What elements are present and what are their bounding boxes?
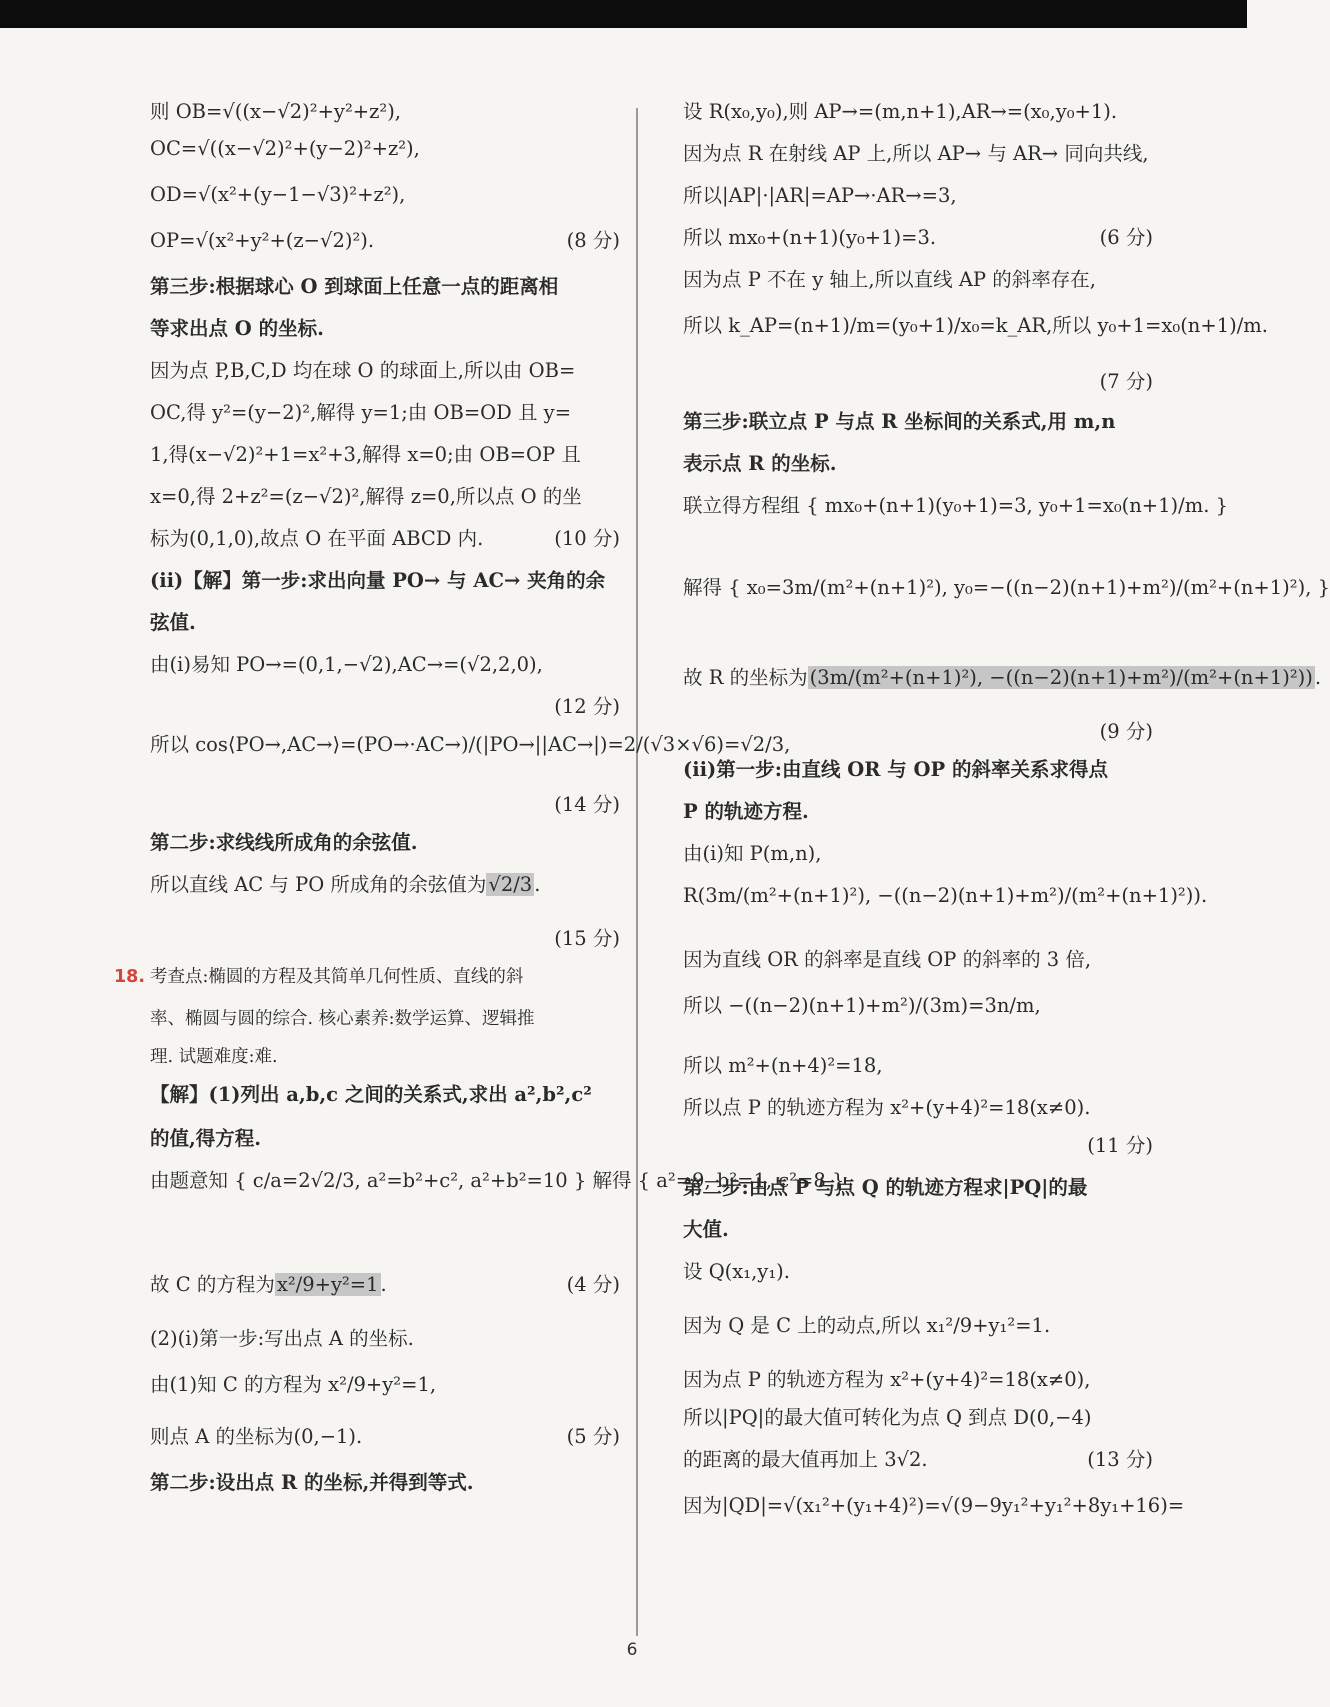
- solution-line: [150, 100, 620, 124]
- solution-line: [683, 142, 1153, 166]
- solution-line: [683, 1218, 1153, 1242]
- solution-line: [683, 720, 1153, 744]
- score-points: (4 分): [566, 1273, 620, 1296]
- solution-line: [683, 1260, 1153, 1284]
- solution-line: [683, 226, 1153, 250]
- line-text: 设 Q(x₁,y₁).: [683, 1260, 790, 1283]
- solution-line: [150, 359, 620, 383]
- line-text: (2)(ⅰ)第一步:写出点 A 的坐标.: [150, 1327, 414, 1350]
- line-text: 因为|QD|=√(x₁²+(y₁+4)²)=√(9−9y₁²+y₁²+8y₁+16)=: [683, 1494, 1185, 1517]
- solution-line: [683, 1406, 1153, 1430]
- score-points: (9 分): [1099, 720, 1153, 743]
- solution-line: [683, 1134, 1153, 1158]
- solution-line: [683, 994, 1153, 1018]
- line-text: 因为直线 OR 的斜率是直线 OP 的斜率的 3 倍,: [683, 948, 1092, 971]
- solution-line: [683, 842, 1153, 866]
- line-text: (ⅱ)第一步:由直线 OR 与 OP 的斜率关系求得点: [683, 758, 1108, 781]
- line-text: 第三步:根据球心 O 到球面上任意一点的距离相: [150, 275, 559, 298]
- line-text: 第二步:求线线所成角的余弦值.: [150, 831, 418, 854]
- solution-line: [683, 666, 1322, 690]
- solution-line: [683, 1494, 1185, 1518]
- solution-line: [683, 370, 1153, 394]
- score-points: (12 分): [554, 695, 620, 718]
- score-points: (7 分): [1099, 370, 1153, 393]
- line-tail: .: [380, 1273, 387, 1296]
- line-text: x=0,得 2+z²=(z−√2)²,解得 z=0,所以点 O 的坐: [150, 485, 582, 508]
- line-text: 由(ⅰ)易知 PO→=(0,1,−√2),AC→=(√2,2,0),: [150, 653, 543, 676]
- solution-line: [683, 410, 1153, 434]
- line-text: 理. 试题难度:难.: [150, 1047, 278, 1067]
- highlighted-answer: √2/3: [488, 873, 533, 896]
- solution-line: [150, 485, 620, 509]
- line-text: 第三步:联立点 P 与点 R 坐标间的关系式,用 m,n: [683, 410, 1116, 433]
- solution-line: [150, 443, 620, 467]
- line-text: R(3m/(m²+(n+1)²), −((n−2)(n+1)+m²)/(m²+(n+1)²)).: [683, 884, 1208, 907]
- score-points: (11 分): [1087, 1134, 1153, 1157]
- question-number: 18.: [114, 967, 146, 987]
- solution-line: [150, 401, 620, 425]
- line-text: 所以 cos⟨PO→,AC→⟩=(PO→·AC→)/(|PO→||AC→|)=2/(√3×√6)=√2/3,: [150, 733, 791, 756]
- line-text: 的距离的最大值再加上 3√2.: [683, 1448, 928, 1471]
- right-column: [683, 100, 1330, 1528]
- solution-line: [150, 317, 620, 341]
- line-tail: .: [534, 873, 541, 896]
- line-text: 联立得方程组 { mx₀+(n+1)(y₀+1)=3, y₀+1=x₀(n+1)/m. }: [683, 494, 1229, 517]
- line-tail: .: [1314, 666, 1322, 689]
- highlighted-answer: (3m/(m²+(n+1)²), −((n−2)(n+1)+m²)/(m²+(n+1)²)): [809, 666, 1313, 689]
- solution-line: [683, 268, 1153, 292]
- solution-line: [150, 1045, 620, 1069]
- line-text: 所以直线 AC 与 PO 所成角的余弦值为: [150, 873, 487, 896]
- solution-line: [683, 1096, 1153, 1120]
- solution-line: [150, 569, 620, 593]
- score-points: (15 分): [554, 927, 620, 950]
- line-text: (ⅱ)【解】第一步:求出向量 PO→ 与 AC→ 夹角的余: [150, 569, 606, 592]
- line-text: 【解】(1)列出 a,b,c 之间的关系式,求出 a²,b²,c²: [150, 1083, 592, 1106]
- solution-line: [150, 1425, 620, 1449]
- score-points: (6 分): [1099, 226, 1153, 249]
- line-text: 所以点 P 的轨迹方程为 x²+(y+4)²=18(x≠0).: [683, 1096, 1091, 1119]
- line-text: 由(1)知 C 的方程为 x²/9+y²=1,: [150, 1373, 437, 1396]
- line-text: 故 C 的方程为: [150, 1273, 275, 1296]
- line-text: 所以|PQ|的最大值可转化为点 Q 到点 D(0,−4): [683, 1406, 1092, 1429]
- line-text: OC=√((x−√2)²+(y−2)²+z²),: [150, 137, 420, 160]
- solution-line: [150, 927, 620, 951]
- line-text: 所以 mx₀+(n+1)(y₀+1)=3.: [683, 226, 937, 249]
- solution-line: [683, 1054, 1153, 1078]
- solution-line: [150, 1007, 620, 1031]
- solution-line: [683, 1176, 1153, 1200]
- solution-line: [683, 576, 1330, 600]
- solution-line: [150, 275, 620, 299]
- solution-line: [150, 1327, 620, 1351]
- solution-line: [683, 1368, 1153, 1392]
- solution-line: [150, 1273, 620, 1297]
- solution-line: [683, 1314, 1153, 1338]
- solution-line: [683, 800, 1153, 824]
- solution-line: [150, 695, 620, 719]
- line-text: OD=√(x²+(y−1−√3)²+z²),: [150, 183, 406, 206]
- solution-line: [683, 758, 1153, 782]
- line-text: 故 R 的坐标为: [683, 666, 808, 689]
- line-text: 则 OB=√((x−√2)²+y²+z²),: [150, 100, 401, 123]
- line-text: 所以|AP|·|AR|=AP→·AR→=3,: [683, 184, 957, 207]
- solution-line: [683, 1448, 1153, 1472]
- line-text: 所以 −((n−2)(n+1)+m²)/(3m)=3n/m,: [683, 994, 1041, 1017]
- line-text: 由题意知 { c/a=2√2/3, a²=b²+c², a²+b²=10 } 解得 { a²=9, b²=1, c²=8 }: [150, 1169, 845, 1192]
- highlighted-answer: x²/9+y²=1: [276, 1273, 379, 1296]
- line-text: 因为点 P 的轨迹方程为 x²+(y+4)²=18(x≠0),: [683, 1368, 1091, 1391]
- column-divider: [636, 108, 638, 1636]
- line-text: 因为 Q 是 C 上的动点,所以 x₁²/9+y₁²=1.: [683, 1314, 1051, 1337]
- solution-line: [683, 314, 1268, 338]
- line-text: 大值.: [683, 1218, 729, 1241]
- line-text: OP=√(x²+y²+(z−√2)²).: [150, 229, 375, 252]
- score-points: (14 分): [554, 793, 620, 816]
- solution-line: [150, 733, 791, 757]
- line-text: 第二步:设出点 R 的坐标,并得到等式.: [150, 1471, 474, 1494]
- line-text: 第二步:由点 P 与点 Q 的轨迹方程求|PQ|的最: [683, 1176, 1088, 1199]
- score-points: (13 分): [1087, 1448, 1153, 1471]
- score-points: (8 分): [566, 229, 620, 252]
- line-text: 所以 m²+(n+4)²=18,: [683, 1054, 883, 1077]
- solution-line: [683, 884, 1208, 908]
- solution-line: [150, 1373, 620, 1397]
- solution-line: [150, 793, 620, 817]
- line-text: 考查点:椭圆的方程及其简单几何性质、直线的斜: [150, 967, 524, 987]
- line-text: P 的轨迹方程.: [683, 800, 809, 823]
- line-text: 表示点 R 的坐标.: [683, 452, 837, 475]
- solution-line: [150, 183, 620, 207]
- solution-line: [150, 653, 620, 677]
- solution-line: [150, 611, 620, 635]
- solution-line: [150, 1471, 620, 1495]
- line-text: 因为点 P,B,C,D 均在球 O 的球面上,所以由 OB=: [150, 359, 576, 382]
- solution-line: [683, 494, 1229, 518]
- line-text: 由(ⅰ)知 P(m,n),: [683, 842, 822, 865]
- score-points: (5 分): [566, 1425, 620, 1448]
- line-text: 因为点 P 不在 y 轴上,所以直线 AP 的斜率存在,: [683, 268, 1096, 291]
- line-text: 则点 A 的坐标为(0,−1).: [150, 1425, 363, 1448]
- solution-line: [150, 1169, 845, 1193]
- solution-line: [150, 137, 620, 161]
- line-text: 设 R(x₀,y₀),则 AP→=(m,n+1),AR→=(x₀,y₀+1).: [683, 100, 1118, 123]
- solution-line: [150, 1083, 620, 1107]
- line-text: 弦值.: [150, 611, 196, 634]
- solution-line: [150, 527, 620, 551]
- score-points: (10 分): [554, 527, 620, 550]
- line-text: 等求出点 O 的坐标.: [150, 317, 324, 340]
- top-black-bar: [0, 0, 1247, 28]
- solution-line: [683, 948, 1153, 972]
- line-text: 标为(0,1,0),故点 O 在平面 ABCD 内.: [150, 527, 484, 550]
- page-number: 6: [626, 1640, 638, 1660]
- line-text: 的值,得方程.: [150, 1127, 262, 1150]
- solution-line: [683, 184, 1153, 208]
- line-text: 因为点 R 在射线 AP 上,所以 AP→ 与 AR→ 同向共线,: [683, 142, 1149, 165]
- line-text: 所以 k_AP=(n+1)/m=(y₀+1)/x₀=k_AR,所以 y₀+1=x₀(n+1)/m.: [683, 314, 1268, 337]
- solution-line: [683, 452, 1153, 476]
- solution-line: [150, 873, 620, 897]
- solution-line: [114, 965, 620, 989]
- line-text: 率、椭圆与圆的综合. 核心素养:数学运算、逻辑推: [150, 1009, 535, 1029]
- solution-line: [683, 100, 1153, 124]
- line-text: 1,得(x−√2)²+1=x²+3,解得 x=0;由 OB=OP 且: [150, 443, 581, 466]
- line-text: OC,得 y²=(y−2)²,解得 y=1;由 OB=OD 且 y=: [150, 401, 572, 424]
- solution-line: [150, 229, 620, 253]
- solution-line: [150, 1127, 620, 1151]
- line-text: 解得 { x₀=3m/(m²+(n+1)²), y₀=−((n−2)(n+1)+m²)/(m²+(n+1)²), }: [683, 576, 1330, 599]
- solution-line: [150, 831, 620, 855]
